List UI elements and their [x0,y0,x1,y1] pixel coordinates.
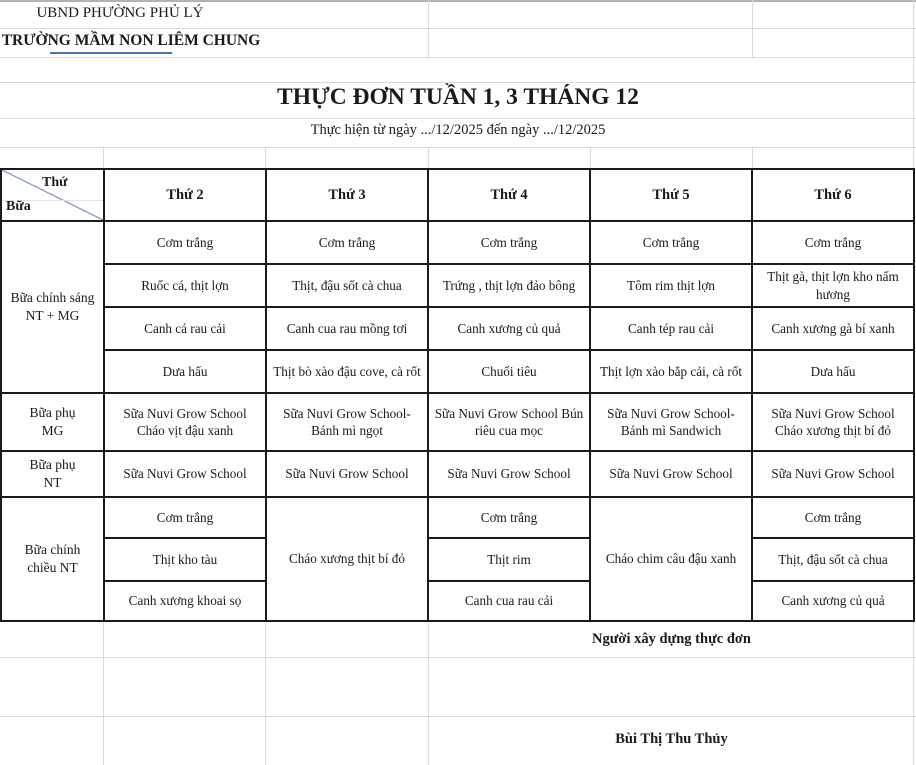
menu-date-range[interactable]: Thực hiện từ ngày .../12/2025 đến ngày .../12/2025 [310,122,606,138]
gridline [0,118,916,119]
menu-cell[interactable]: Cơm trắng [267,222,427,263]
org-name-line2[interactable]: TRƯỜNG MẦM NON LIÊM CHUNG [1,32,261,49]
day-header-thu-3[interactable]: Thứ 3 [267,170,427,220]
gridline [265,147,266,168]
gridline [103,147,104,168]
menu-cell[interactable]: Sữa Nuvi Grow School [105,452,265,496]
org-name-line1[interactable]: UBND PHƯỜNG PHỦ LÝ [36,5,204,21]
menu-cell[interactable]: Sữa Nuvi Grow School- Bánh mì Sandwich [591,394,751,450]
menu-cell[interactable]: Sữa Nuvi Grow School [267,452,427,496]
row-label-line: chiều NT [27,560,78,575]
sheet-top-edge [0,0,916,2]
menu-builder-label[interactable]: Người xây dựng thực đơn [592,631,751,647]
menu-cell[interactable]: Sữa Nuvi Grow School [591,452,751,496]
row-label-line: Bữa phụ [29,405,76,421]
menu-cell[interactable]: Thịt gà, thịt lợn kho nấm hương [753,265,913,306]
row-label-line: Bữa phụ [29,457,76,473]
menu-cell[interactable]: Thịt, đậu sốt cà chua [267,265,427,306]
menu-cell[interactable]: Canh xương củ quả [753,582,913,620]
day-header-thu-2[interactable]: Thứ 2 [105,170,265,220]
menu-cell[interactable]: Thịt rim [429,539,589,580]
day-header-thu-6[interactable]: Thứ 6 [753,170,913,220]
gridline [0,657,916,658]
row-axis-label: Bữa [6,199,31,214]
gridline [265,622,266,765]
menu-cell[interactable]: Canh cá rau cải [105,308,265,349]
row-label-snack-nt[interactable] [2,452,103,496]
gridline [428,147,429,168]
menu-cell[interactable]: Sữa Nuvi Grow School [753,452,913,496]
gridline [590,147,591,168]
row-label-afternoon-meal[interactable] [2,498,103,620]
menu-cell[interactable]: Ruốc cá, thịt lợn [105,265,265,306]
menu-cell[interactable]: Thịt, đậu sốt cà chua [753,539,913,580]
menu-cell[interactable]: Sữa Nuvi Grow School Cháo xương thịt bí đỏ [753,394,913,450]
row-label-line: Bữa chính [24,542,81,558]
menu-cell[interactable]: Cơm trắng [591,222,751,263]
row-label-snack-mg[interactable] [2,394,103,450]
gridline [103,622,104,765]
menu-cell[interactable]: Canh xương gà bí xanh [753,308,913,349]
day-header-thu-5[interactable]: Thứ 5 [591,170,751,220]
menu-cell[interactable]: Thịt bò xào đậu cove, cà rốt [267,351,427,392]
menu-cell[interactable]: Trứng , thịt lợn đảo bông [429,265,589,306]
menu-cell[interactable]: Canh xương củ quả [429,308,589,349]
weekly-menu-table [0,168,915,622]
menu-cell[interactable]: Sữa Nuvi Grow School- Bánh mì ngọt [267,394,427,450]
column-axis-label: Thứ [42,175,68,190]
row-label-line: Bữa chính sáng [10,290,95,306]
menu-cell[interactable]: Sữa Nuvi Grow School [429,452,589,496]
menu-cell[interactable]: Chuối tiêu [429,351,589,392]
menu-cell[interactable]: Canh tép rau cải [591,308,751,349]
gridline [0,147,916,148]
row-label-line: NT [43,475,62,490]
menu-cell[interactable]: Canh cua rau mồng tơi [267,308,427,349]
row-label-line: MG [41,423,64,438]
menu-cell[interactable]: Sữa Nuvi Grow School Bún riêu cua mọc [429,394,589,450]
org-underline [50,52,172,54]
menu-cell[interactable]: Cơm trắng [429,498,589,537]
row-label-morning-meal[interactable] [2,222,103,392]
menu-cell-merged[interactable]: Cháo chim câu đậu xanh [591,498,751,620]
menu-cell[interactable]: Sữa Nuvi Grow School Cháo vịt đậu xanh [105,394,265,450]
menu-cell-merged[interactable]: Cháo xương thịt bí đỏ [267,498,427,620]
menu-cell[interactable]: Cơm trắng [753,222,913,263]
menu-cell[interactable]: Thịt lợn xào bắp cải, cà rốt [591,351,751,392]
corner-header-cell[interactable] [2,170,103,220]
menu-title[interactable]: THỰC ĐƠN TUẦN 1, 3 THÁNG 12 [277,84,639,110]
gridline [0,82,916,83]
menu-cell[interactable]: Cơm trắng [429,222,589,263]
menu-cell[interactable]: Cơm trắng [105,222,265,263]
menu-cell[interactable]: Cơm trắng [753,498,913,537]
menu-cell[interactable]: Thịt kho tàu [105,539,265,580]
menu-cell[interactable]: Cơm trắng [105,498,265,537]
gridline [752,147,753,168]
row-label-line: NT + MG [25,308,80,323]
day-header-thu-4[interactable]: Thứ 4 [429,170,589,220]
menu-builder-name[interactable]: Bùi Thị Thu Thủy [615,730,728,747]
gridline [428,0,429,57]
menu-cell[interactable]: Canh xương khoai sọ [105,582,265,620]
gridline [0,28,916,29]
menu-cell[interactable]: Dưa hấu [753,351,913,392]
menu-cell[interactable]: Dưa hấu [105,351,265,392]
menu-cell[interactable]: Tôm rim thịt lợn [591,265,751,306]
menu-cell[interactable]: Canh cua rau cải [429,582,589,620]
gridline [752,0,753,57]
gridline [0,57,916,58]
